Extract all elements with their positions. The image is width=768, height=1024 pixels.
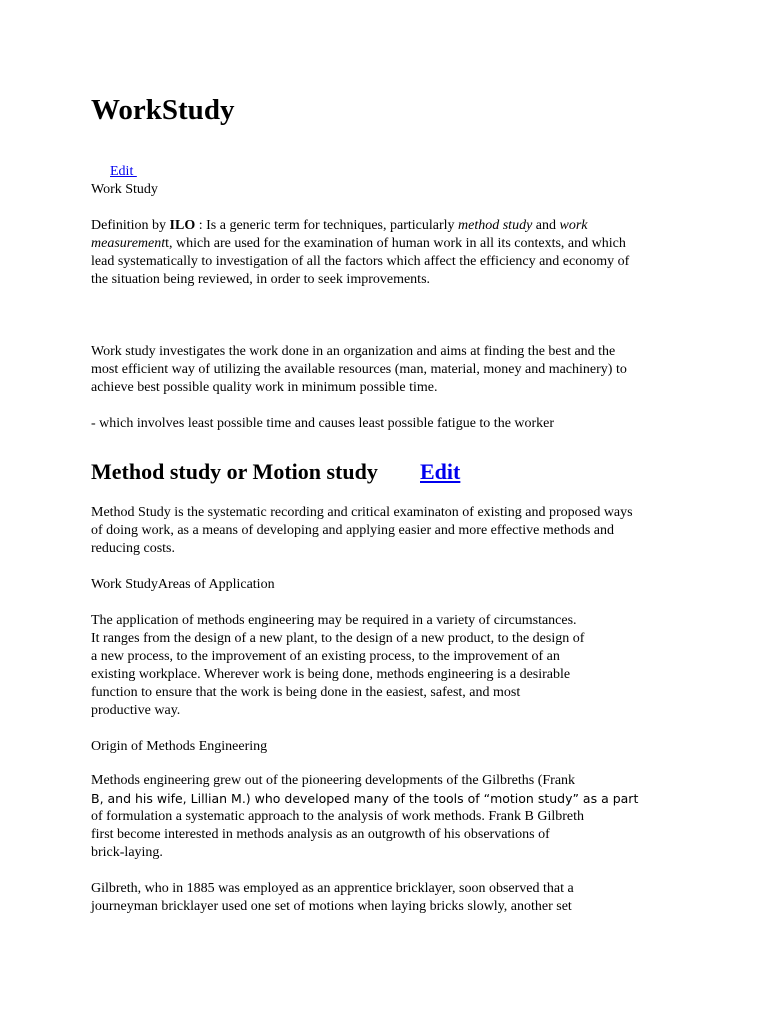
investigates-paragraph: Work study investigates the work done in an organization and aims at finding the best and the most efficient way of utilizing the available resources (man, material, money and machinery) to achieve best possible quality work in minimum possible time. — [91, 344, 627, 395]
definition-paragraph — [91, 217, 681, 289]
measurement-term: measurement — [91, 236, 166, 251]
edit-link[interactable]: Edit — [110, 164, 137, 179]
subtitle: Work Study — [91, 182, 158, 197]
application-paragraph: The application of methods engineering may be required in a variety of circumstances. It ranges from the design of a new plant, to the design of a new product, to the design of a new process, to the improvement of an existing process, to the improvement of an existing workplace. Wherever work is being done, methods engineering is a desirable function to ensure that the work is being done in the easiest, safest, and most productive way. — [91, 613, 585, 718]
page-title: WorkStudy — [91, 94, 235, 126]
work-term: work — [559, 218, 588, 233]
section-heading: Method study or Motion study — [91, 459, 378, 484]
definition-line-4: the situation being reviewed, in order to seek improvements. — [91, 272, 431, 287]
areas-heading: Work StudyAreas of Application — [91, 577, 275, 592]
definition-line-3: lead systematically to investigation of all the factors which affect the efficiency and economy of — [91, 254, 630, 269]
method-study-paragraph: Method Study is the systematic recording and critical examinaton of existing and proposed ways of doing work, as a means of developing and applying easier and more effective methods and reducing costs. — [91, 505, 633, 556]
involves-paragraph: - which involves least possible time and causes least possible fatigue to the worker — [91, 416, 555, 431]
origin-paragraph: Methods engineering grew out of the pioneering developments of the Gilbreths (Frank B, and his wife, Lillian M.) who developed many of the tools of “motion study” as a part of formulation a systematic approach to the analysis of work methods. Frank B Gilbreth first become interested in methods analysis as an outgrowth of his observations of brick-laying. — [91, 773, 639, 860]
definition-line-1: Definition by ILO : Is a generic term for techniques, particularly method study and work — [91, 218, 588, 233]
origin-heading: Origin of Methods Engineering — [91, 739, 268, 754]
gilbreth-paragraph: Gilbreth, who in 1885 was employed as an apprentice bricklayer, soon observed that a journeyman bricklayer used one set of motions when laying bricks slowly, another set — [91, 881, 574, 914]
section-edit-link[interactable]: Edit — [420, 459, 461, 484]
method-study-term: method study — [458, 218, 533, 233]
ilo-term: ILO — [169, 218, 196, 233]
definition-line-2: measurementt, which are used for the examination of human work in all its contexts, and which — [91, 236, 626, 251]
